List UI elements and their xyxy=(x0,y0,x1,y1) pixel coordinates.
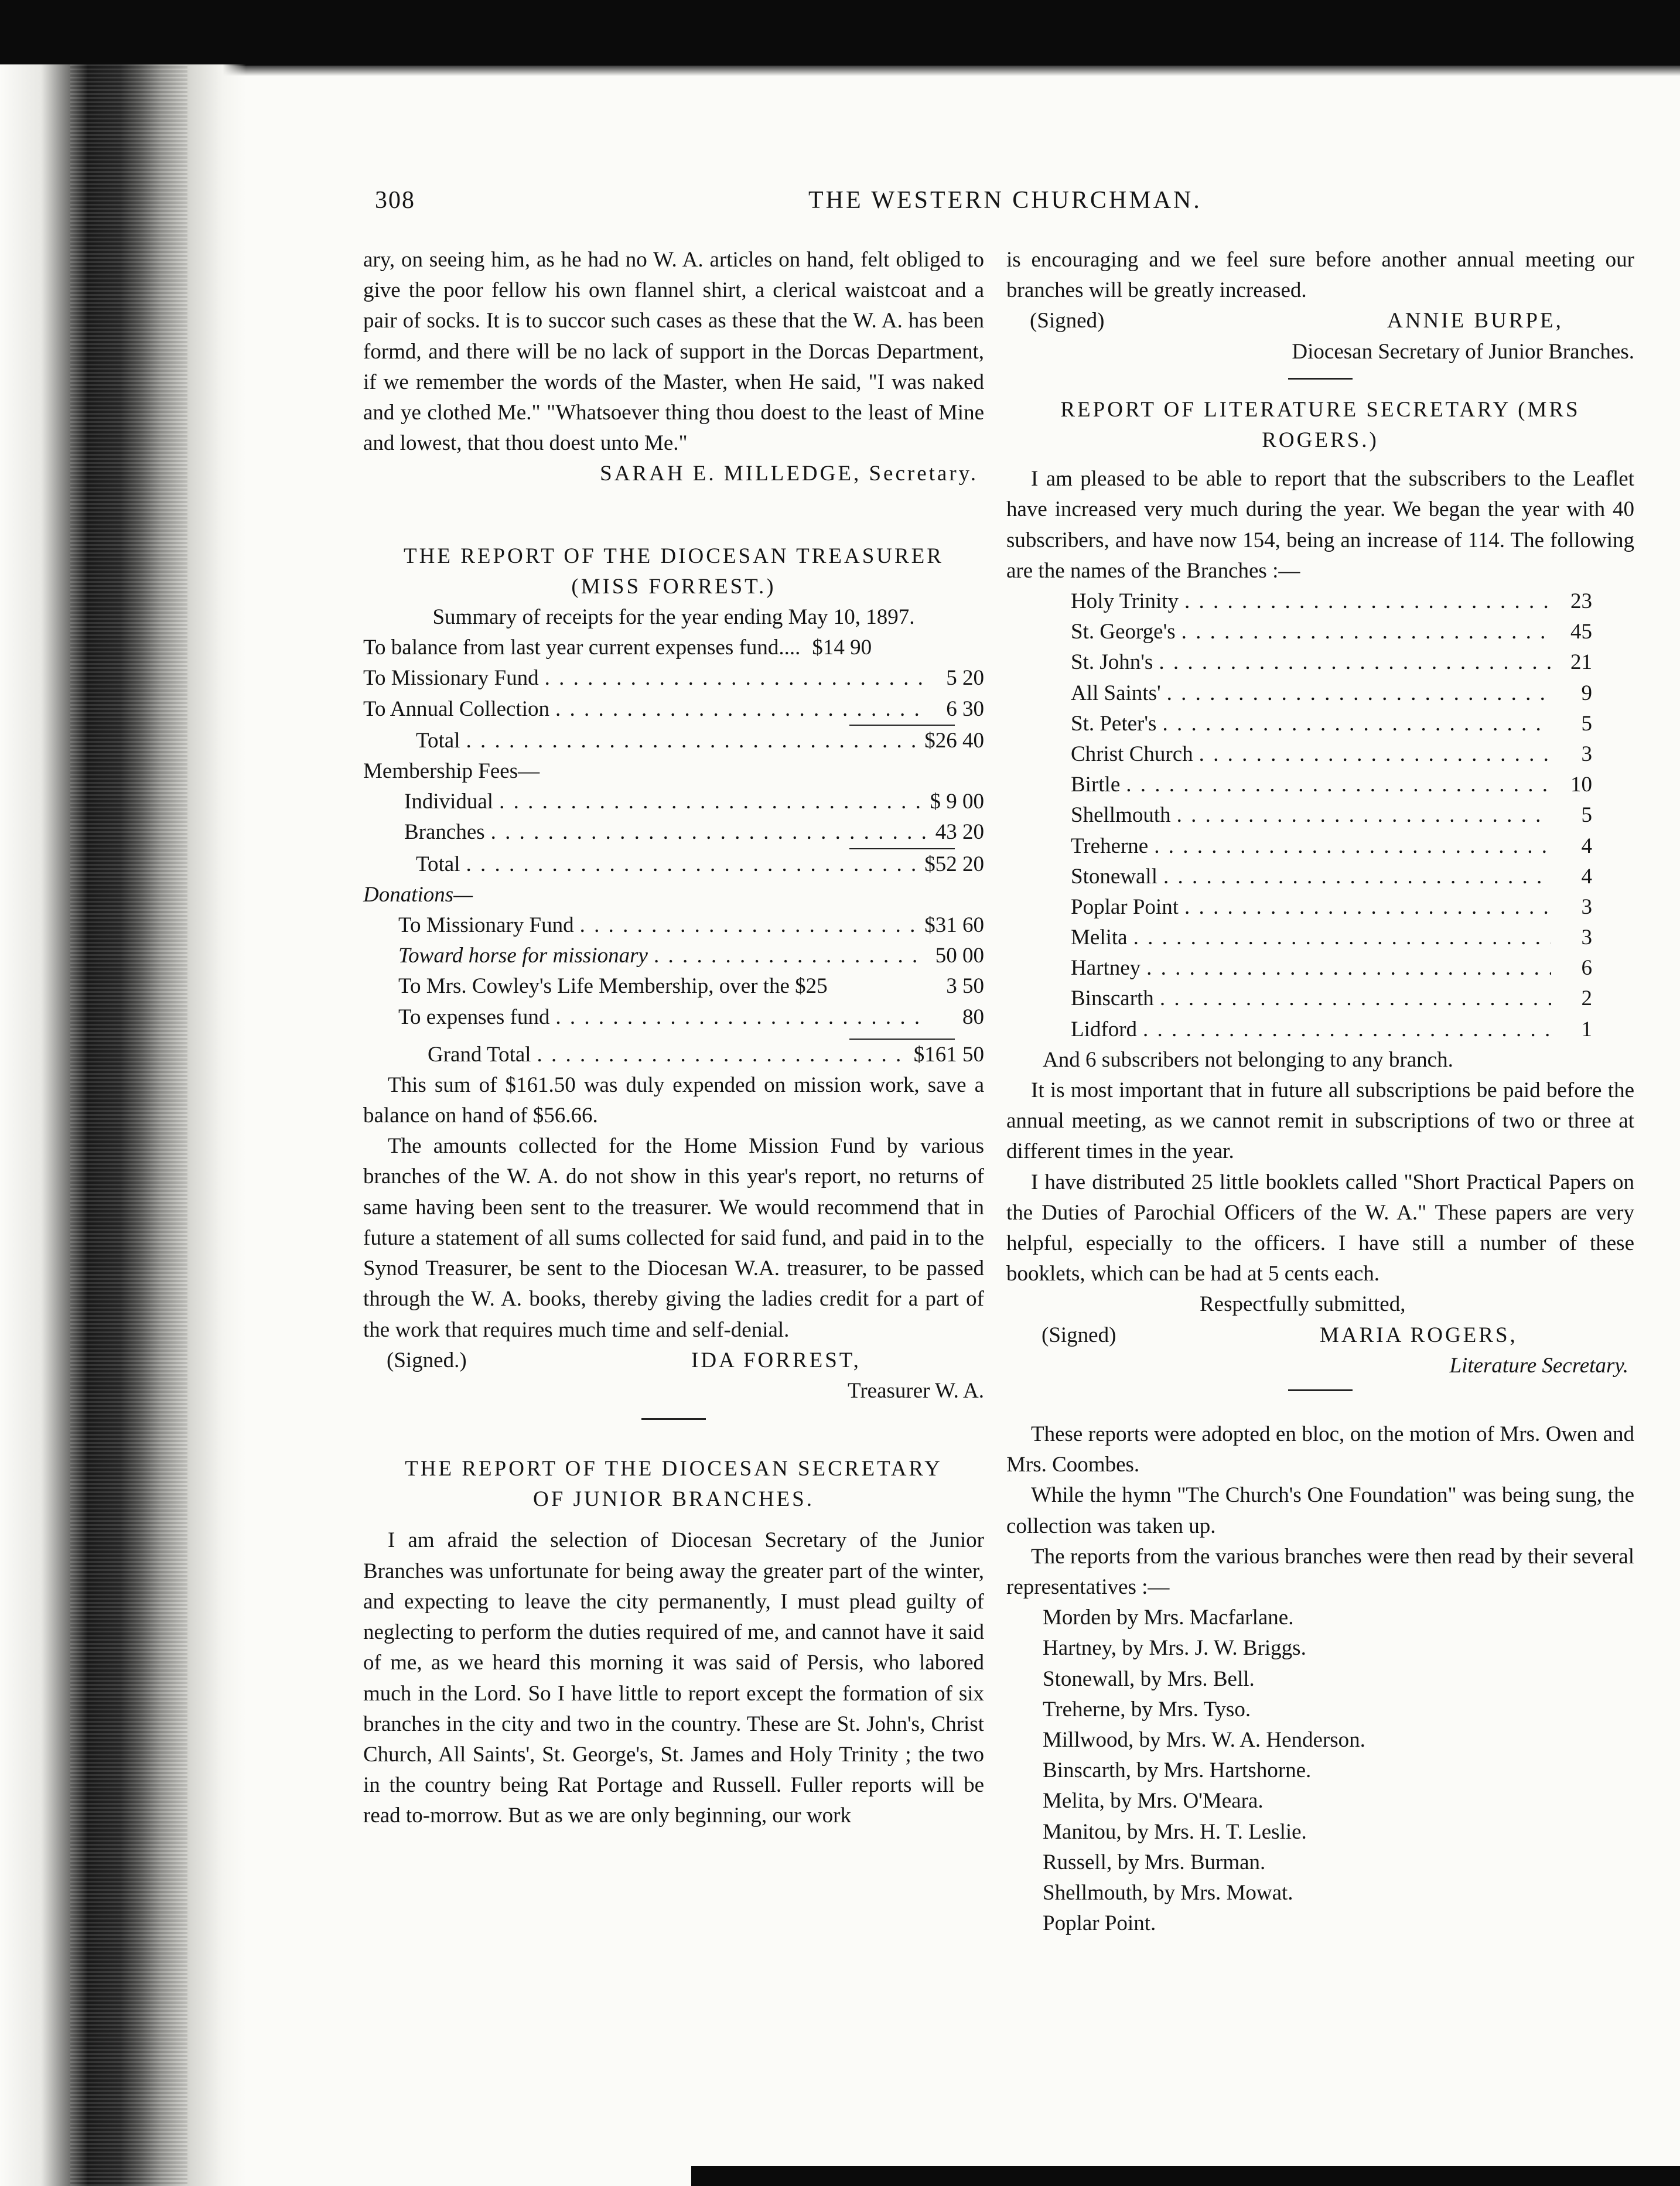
running-head: THE WESTERN CHURCHMAN. xyxy=(808,187,1202,214)
page-header xyxy=(375,186,1593,233)
list-item: Poplar Point. xyxy=(1043,1911,1156,1936)
list-item: St. Peter's . . . 5 xyxy=(1006,709,1592,739)
dorcas-signature: SARAH E. MILLEDGE, Secretary. xyxy=(600,462,978,486)
receipts-list xyxy=(363,633,984,725)
junior-continued: is encouraging and we feel sure before another annual meeting our branches will be greatly increased. xyxy=(1006,248,1634,303)
junior-title: Diocesan Secretary of Junior Branches. xyxy=(1292,339,1634,364)
right-column xyxy=(1006,245,1634,1939)
treasurer-heading: THE REPORT OF THE DIOCESAN TREASURER xyxy=(404,544,944,568)
literature-name: MARIA ROGERS, xyxy=(1320,1323,1518,1347)
treasurer-summary: Summary of receipts for the year ending May 10, 1897. xyxy=(432,605,915,630)
minutes-paragraph-1: These reports were adopted en bloc, on the motion of Mrs. Owen and Mrs. Coombes. xyxy=(1006,1422,1634,1477)
ledger-row: Branches . . . 43 20 xyxy=(363,817,984,848)
junior-signature-line xyxy=(1006,306,1634,336)
junior-heading: THE REPORT OF THE DIOCESAN SECRETARY xyxy=(405,1457,943,1481)
dorcas-paragraph: ary, on seeing him, as he had no W. A. articles on hand, felt obliged to give the poor fellow his own flannel shirt, a clerical waistcoat and a pair of socks. It is to succor such cases as these that the W. A. has been formd, and there will be no lack of support in the Dorcas Department, if we remember the words of the Master, when He said, "I was naked and ye clothed Me." "Whatsoever thing thou doest to the least of Mine and lowest, that thou doest unto Me." xyxy=(363,248,984,456)
closing-line xyxy=(1006,1289,1634,1320)
junior-paragraph: I am afraid the selection of Diocesan Secretary of the Junior Branches was unfortunate for being away the greater part of the winter, and expecting to leave the city permanently, I must plead guilty of neglecting to perform the duties required of me, and cannot have it said of me, as we heard this morning it was said of Persis, who labored much in the Lord. So I have little to report except the formation of six branches in the city and two in the country. These are St. John's, Christ Church, All Saints', St. George's, St. James and Holy Trinity ; the two in the country being Rat Portage and Russell. Fuller reports will be read to-morrow. But as we are only beginning, our work xyxy=(363,1528,984,1828)
closing: Respectfully submitted, xyxy=(1200,1292,1406,1317)
list-item: Treherne, by Mrs. Tyso. xyxy=(1043,1697,1251,1722)
list-item: Hartney, by Mrs. J. W. Briggs. xyxy=(1043,1636,1306,1661)
list-item: Lidford . . . 1 xyxy=(1006,1015,1592,1045)
ledger-row: To Missionary Fund . . . 5 20 xyxy=(363,663,984,694)
donations-heading: Donations— xyxy=(363,882,473,907)
list-item: Hartney . . . 6 xyxy=(1006,953,1592,983)
literature-heading: REPORT OF LITERATURE SECRETARY (MRS xyxy=(1060,397,1580,422)
list-item: Poplar Point . . . 3 xyxy=(1006,892,1592,923)
dorcas-signature-line xyxy=(363,459,984,489)
list-item: Morden by Mrs. Macfarlane. xyxy=(1043,1606,1294,1630)
list-item: Christ Church . . . 3 xyxy=(1006,739,1592,770)
literature-title-line xyxy=(1006,1351,1634,1381)
ledger-row: To balance from last year current expenses fund.... $14 90 xyxy=(363,636,872,660)
list-item: St. John's . . . 21 xyxy=(1006,647,1592,678)
treasurer-title-line xyxy=(363,1376,984,1406)
junior-name: ANNIE BURPE, xyxy=(1387,309,1563,333)
junior-title-line xyxy=(1006,337,1634,367)
treasurer-paragraph-1: This sum of $161.50 was duly expended on mission work, save a balance on hand of $56.66. xyxy=(363,1072,984,1128)
scan-top-border xyxy=(0,0,1680,66)
treasurer-subheading: (MISS FORREST.) xyxy=(571,574,776,599)
signed-label: (Signed) xyxy=(1030,309,1105,333)
list-item: Shellmouth, by Mrs. Mowat. xyxy=(1043,1881,1293,1905)
list-item: Binscarth . . . 2 xyxy=(1006,983,1592,1014)
literature-signature-line xyxy=(1006,1320,1634,1351)
list-item: Binscarth, by Mrs. Hartshorne. xyxy=(1043,1758,1312,1783)
ledger-row: To Annual Collection . . . 6 30 xyxy=(363,694,984,725)
list-item: Millwood, by Mrs. W. A. Henderson. xyxy=(1043,1728,1365,1753)
scan-top-shadow xyxy=(0,66,1680,76)
treasurer-paragraph-2: The amounts collected for the Home Mission Fund by various branches of the W. A. do not show in this year's report, no returns of same having been sent to the treasurer. We would recommend that in future a statement of all sums collected for said fund, and paid in to the Synod Treasurer, be sent to the Diocesan W.A. treasurer, to be passed through the W. A. books, thereby giving the ladies credit for a part of the work that requires much time and self-denial. xyxy=(363,1134,984,1342)
literature-paragraph-2: It is most important that in future all subscriptions be paid before the annual meeting, as we cannot remit in subscriptions of two or three at different times in the year. xyxy=(1006,1078,1634,1164)
literature-paragraph-3: I have distributed 25 little booklets called "Short Practical Papers on the Duties of Parochial Officers of the W. A." These papers are very helpful, especially to the officers. I have still a number of these booklets, which can be had at 5 cents each. xyxy=(1006,1170,1634,1286)
junior-subheading: OF JUNIOR BRANCHES. xyxy=(533,1487,814,1512)
total-row: Total . . . $26 40 xyxy=(363,726,984,756)
representatives-list xyxy=(1006,1603,1634,1939)
treasurer-title: Treasurer W. A. xyxy=(848,1378,984,1403)
list-item: Birtle . . . 10 xyxy=(1006,770,1592,800)
ledger-row: To expenses fund . . . 80 xyxy=(363,1002,984,1033)
ledger-row: Individual . . . $ 9 00 xyxy=(363,787,984,817)
grand-total-row: Grand Total . . . $161 50 xyxy=(363,1040,984,1070)
list-item: Melita . . . 3 xyxy=(1006,923,1592,953)
binding-texture xyxy=(70,64,187,2186)
scan-bottom-border xyxy=(691,2166,1680,2186)
list-item: Holy Trinity . . . 23 xyxy=(1006,586,1592,617)
list-item: St. George's . . . 45 xyxy=(1006,617,1592,647)
list-item: Treherne . . . 4 xyxy=(1006,831,1592,862)
list-item: Stonewall . . . 4 xyxy=(1006,862,1592,892)
ledger-row: To Missionary Fund . . . $31 60 xyxy=(363,910,984,941)
list-item: Russell, by Mrs. Burman. xyxy=(1043,1850,1266,1874)
spacer xyxy=(363,490,984,541)
ledger-row: Toward horse for missionary . . . 50 00 xyxy=(363,941,984,971)
page-number: 308 xyxy=(375,187,415,214)
literature-paragraph-1: I am pleased to be able to report that the subscribers to the Leaflet have increased very much during the year. We began the year with 40 subscribers, and have now 154, being an increase of 114. The following are the names of the Branches :— xyxy=(1006,467,1634,583)
literature-title: Literature Secretary. xyxy=(1449,1353,1628,1378)
branch-list xyxy=(1006,586,1592,1045)
literature-subheading: ROGERS.) xyxy=(1262,428,1379,452)
signed-label: (Signed.) xyxy=(387,1348,467,1372)
list-item: Stonewall, by Mrs. Bell. xyxy=(1043,1666,1255,1691)
list-item: Manitou, by Mrs. H. T. Leslie. xyxy=(1043,1819,1307,1844)
treasurer-signature-line xyxy=(363,1345,984,1376)
membership-heading: Membership Fees— xyxy=(363,759,540,783)
total-row: Total . . . $52 20 xyxy=(363,849,984,880)
list-item: Melita, by Mrs. O'Meara. xyxy=(1043,1789,1264,1813)
minutes-paragraph-2: While the hymn "The Church's One Foundation" was being sung, the collection was taken up. xyxy=(1006,1483,1634,1538)
signed-label: (Signed) xyxy=(1042,1323,1116,1347)
treasurer-name: IDA FORREST, xyxy=(691,1348,861,1372)
unattached-subscribers: And 6 subscribers not belonging to any branch. xyxy=(1043,1047,1453,1072)
left-column xyxy=(363,245,984,1832)
minutes-paragraph-3: The reports from the various branches were then read by their several representatives :— xyxy=(1006,1544,1634,1600)
ledger-row: To Mrs. Cowley's Life Membership, over the $25 3 50 xyxy=(398,974,984,999)
list-item: Shellmouth . . . 5 xyxy=(1006,800,1592,831)
list-item: All Saints' . . . 9 xyxy=(1006,678,1592,709)
